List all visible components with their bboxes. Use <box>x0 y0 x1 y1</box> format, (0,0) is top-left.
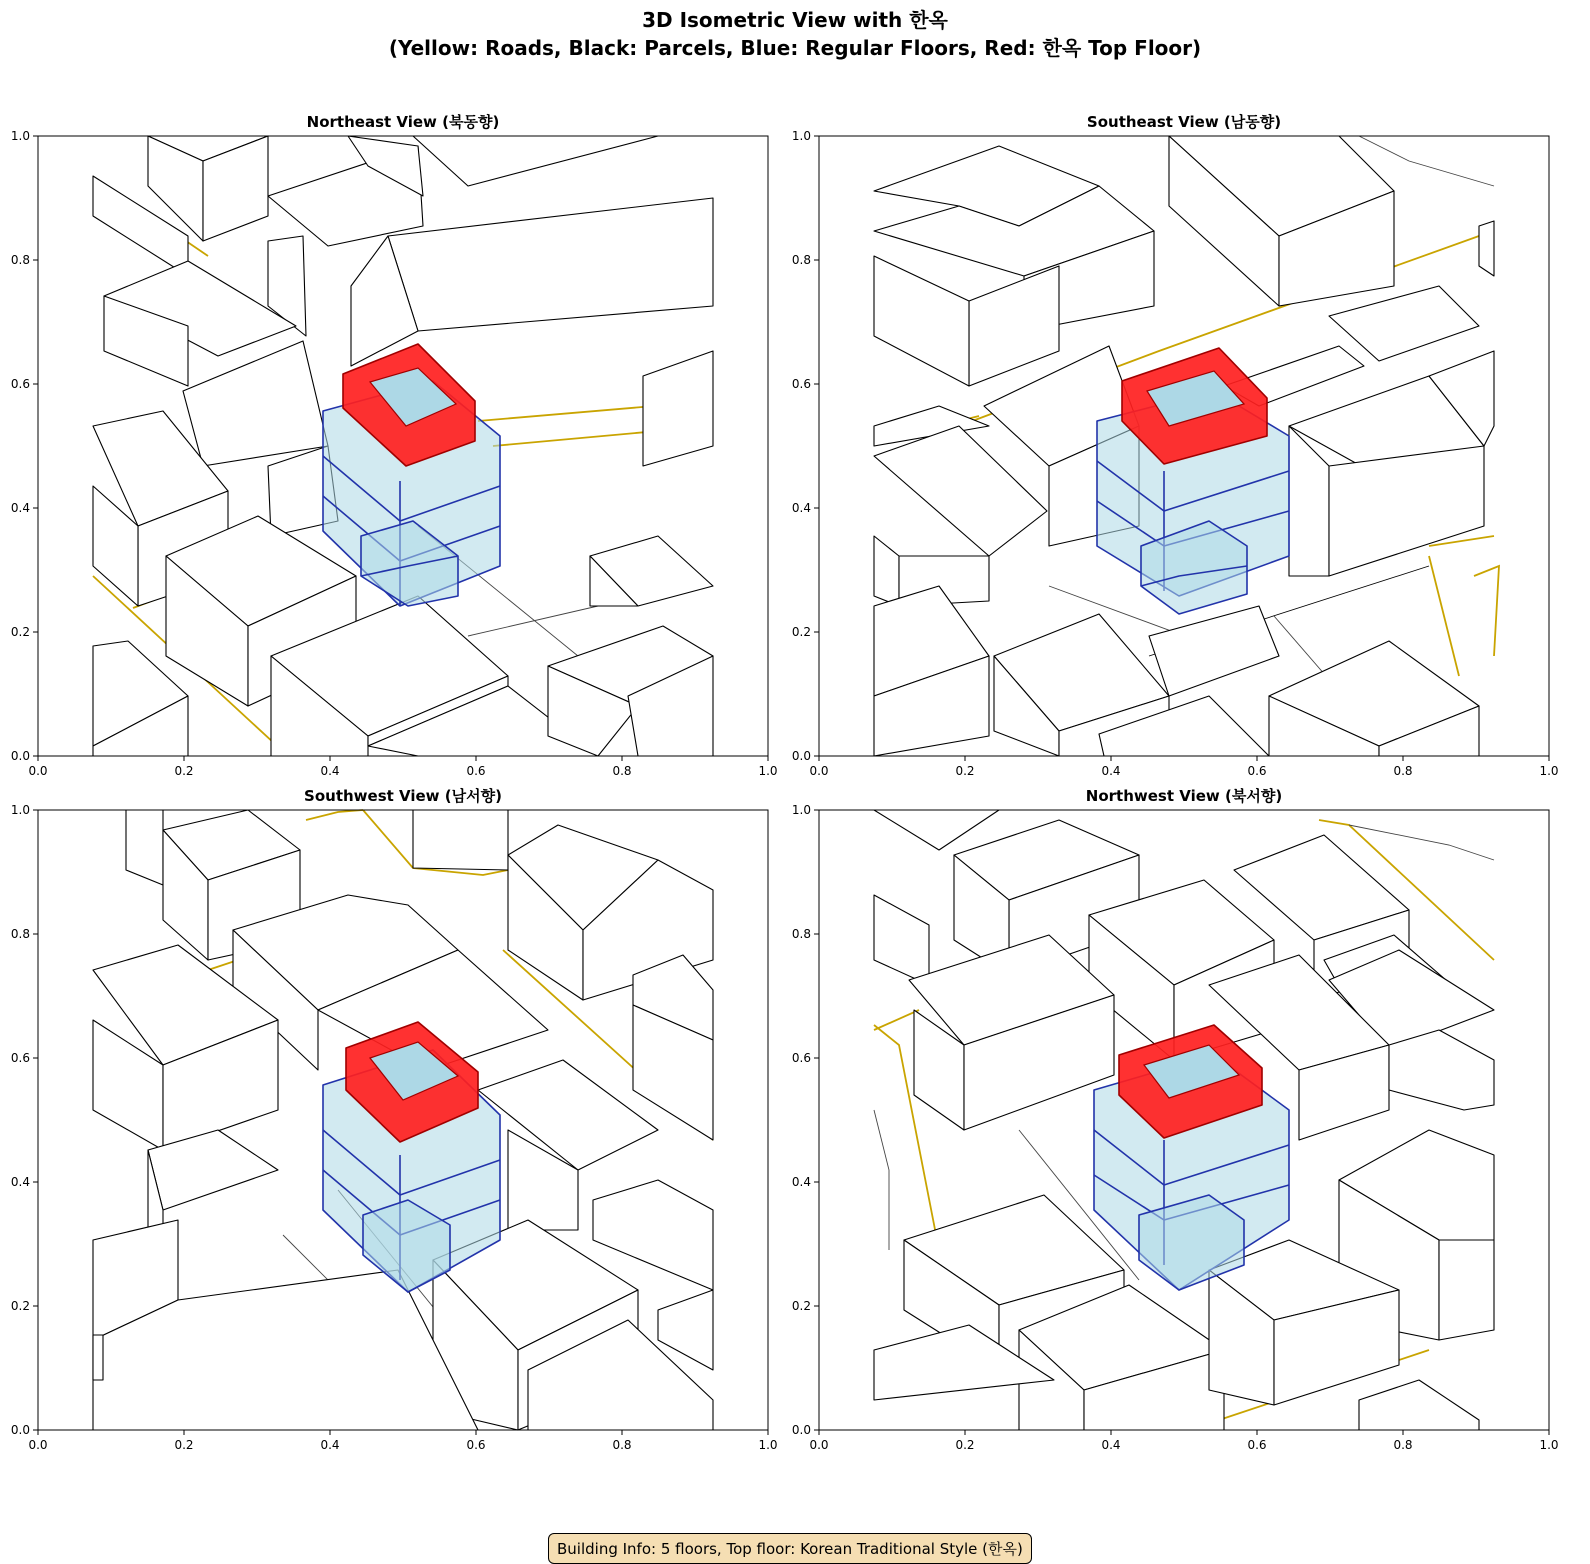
building <box>874 536 899 606</box>
building <box>1439 1240 1494 1340</box>
y-tick-label: 0.4 <box>791 1175 811 1189</box>
x-tick-label: 0.8 <box>612 1438 632 1452</box>
y-tick-label: 0.0 <box>791 1423 811 1437</box>
x-tick-label: 0.4 <box>1101 764 1121 778</box>
y-tick-label: 1.0 <box>10 803 30 817</box>
y-tick-label: 0.6 <box>10 377 30 391</box>
x-tick-label: 0.8 <box>1393 1438 1413 1452</box>
x-tick-labels <box>28 764 777 778</box>
parcel-line <box>1349 825 1494 860</box>
x-tick-label: 0.4 <box>1101 1438 1121 1452</box>
y-tick-label: 1.0 <box>791 803 811 817</box>
building <box>93 1335 103 1380</box>
road <box>306 810 363 820</box>
building <box>413 810 508 870</box>
x-tick-label: 0.2 <box>174 764 194 778</box>
x-tick-label: 0.6 <box>1247 1438 1267 1452</box>
x-tick-label: 0.0 <box>28 764 48 778</box>
y-tick-label: 0.8 <box>10 253 30 267</box>
y-tick-label: 0.2 <box>791 1299 811 1313</box>
y-tick-label: 0.0 <box>10 749 30 763</box>
y-tick-labels <box>11 129 30 763</box>
parcel-line <box>468 606 598 636</box>
building <box>643 351 713 466</box>
y-tick-label: 0.4 <box>10 1175 30 1189</box>
building <box>874 895 929 985</box>
y-tick-label: 0.6 <box>791 1051 811 1065</box>
building <box>413 136 658 186</box>
road <box>1429 556 1459 676</box>
building <box>874 426 1047 556</box>
panel-title-northeast: Northeast View (북동향) <box>306 113 500 131</box>
scene-southwest <box>93 810 713 1430</box>
y-tick-labels <box>792 803 811 1437</box>
x-tick-label: 0.4 <box>320 764 340 778</box>
panel-northwest <box>791 803 1559 1452</box>
figure-title: 3D Isometric View with 한옥 <box>642 8 948 32</box>
y-tick-label: 0.4 <box>791 501 811 515</box>
x-tick-label: 1.0 <box>1539 1438 1559 1452</box>
x-tick-label: 0.6 <box>1247 764 1267 778</box>
building <box>1149 606 1279 696</box>
road <box>874 1010 919 1030</box>
parcel-line <box>874 1110 889 1250</box>
scene-southeast <box>874 136 1499 756</box>
panel-southeast <box>791 129 1559 778</box>
x-tick-label: 1.0 <box>1539 764 1559 778</box>
x-tick-label: 0.6 <box>466 764 486 778</box>
panel-title-southeast: Southeast View (남동향) <box>1086 113 1282 131</box>
panel-southwest <box>10 803 778 1452</box>
y-tick-label: 0.8 <box>791 253 811 267</box>
building <box>183 341 328 466</box>
x-tick-label: 0.0 <box>809 1438 829 1452</box>
y-tick-label: 0.0 <box>791 749 811 763</box>
x-tick-label: 1.0 <box>758 764 778 778</box>
building <box>1329 286 1479 361</box>
building <box>1289 426 1329 576</box>
y-tick-label: 0.2 <box>10 625 30 639</box>
x-tick-label: 0.2 <box>955 764 975 778</box>
scene-northwest <box>874 810 1494 1430</box>
panel-northeast <box>10 129 778 778</box>
panel-title-northwest: Northwest View (북서향) <box>1085 787 1283 805</box>
y-tick-label: 0.6 <box>10 1051 30 1065</box>
building <box>1329 446 1484 576</box>
building <box>874 256 969 386</box>
y-tick-labels <box>11 803 30 1437</box>
x-tick-label: 0.4 <box>320 1438 340 1452</box>
x-tick-label: 1.0 <box>758 1438 778 1452</box>
x-tick-labels <box>809 1438 1558 1452</box>
y-tick-label: 0.2 <box>791 625 811 639</box>
building <box>126 810 163 885</box>
y-tick-labels <box>792 129 811 763</box>
building <box>478 1060 658 1170</box>
y-tick-label: 1.0 <box>10 129 30 143</box>
building <box>874 810 999 850</box>
figure-subtitle: (Yellow: Roads, Black: Parcels, Blue: Regular Floors, Red: 한옥 Top Floor) <box>388 36 1202 60</box>
y-tick-label: 1.0 <box>791 129 811 143</box>
x-tick-label: 0.8 <box>1393 764 1413 778</box>
y-tick-label: 0.8 <box>10 927 30 941</box>
x-tick-label: 0.6 <box>466 1438 486 1452</box>
building <box>388 198 713 331</box>
y-tick-label: 0.8 <box>791 927 811 941</box>
panel-title-southwest: Southwest View (남서향) <box>304 787 502 805</box>
y-tick-label: 0.6 <box>791 377 811 391</box>
building <box>969 266 1059 386</box>
scene-northeast <box>93 136 713 756</box>
x-tick-label: 0.0 <box>809 764 829 778</box>
x-tick-labels <box>809 764 1558 778</box>
x-tick-label: 0.0 <box>28 1438 48 1452</box>
y-tick-label: 0.0 <box>10 1423 30 1437</box>
y-tick-label: 0.2 <box>10 1299 30 1313</box>
x-tick-labels <box>28 1438 777 1452</box>
road <box>1474 566 1499 656</box>
x-tick-label: 0.2 <box>174 1438 194 1452</box>
x-tick-label: 0.2 <box>955 1438 975 1452</box>
x-tick-label: 0.8 <box>612 764 632 778</box>
building-info-box: Building Info: 5 floors, Top floor: Korean Traditional Style (한옥) <box>548 1533 1032 1564</box>
building <box>1359 1380 1479 1430</box>
building <box>1479 221 1494 276</box>
building <box>1389 1030 1494 1110</box>
road <box>186 241 208 256</box>
y-tick-label: 0.4 <box>10 501 30 515</box>
